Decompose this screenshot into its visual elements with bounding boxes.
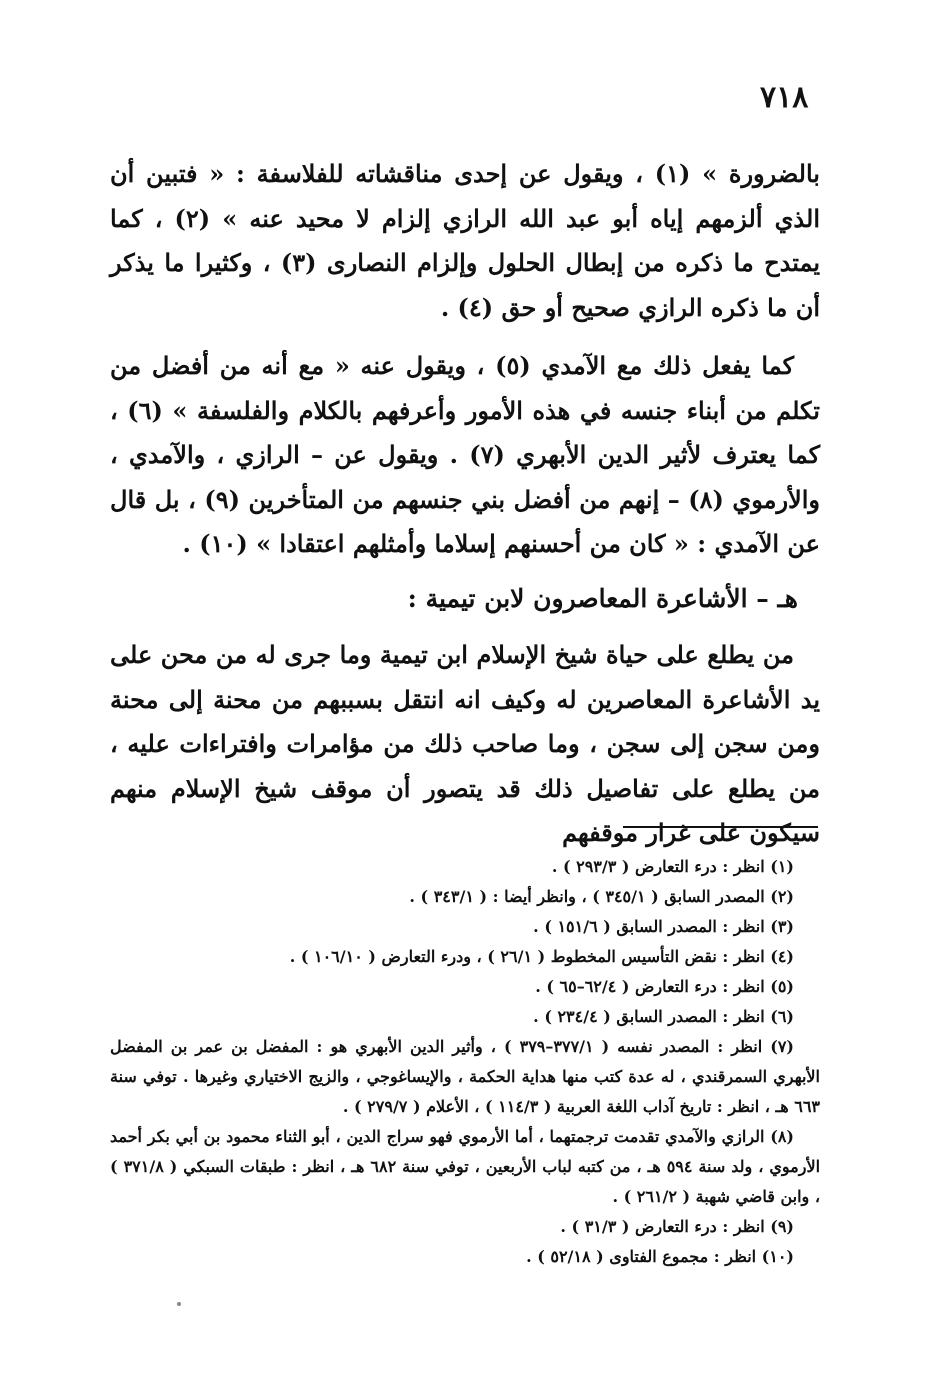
footnote-separator xyxy=(623,826,818,828)
paragraph: بالضرورة » (١) ، ويقول عن إحدى مناقشاته للفلاسفة : « فتبين أن الذي ألزمهم إياه أبو عبد الله الرازي إلزام لا محيد عنه » (٢) ، كما يمتدح ما ذكره من إبطال الحلول وإلزام النصارى (٣) ، وكثيرا ما يذكر أن ما ذكره الرازي صحيح أو حق (٤) . xyxy=(110,159,820,322)
footnote: (٧) انظر : المصدر نفسه ( ٣٧٧/١–٣٧٩ ) ، وأثير الدين الأبهري هو : المفضل بن عمر بن المفضل الأبهري السمرقندي ، له عدة كتب منها هداية الحكمة ، والإيساغوجي ، والزيج الاختياري وغيرها . توفي سنة ٦٦٣ هـ ، انظر : تاريخ آداب اللغة العربية ( ١١٤/٣ ) ، الأعلام ( ٢٧٩/٧ ) . xyxy=(110,1037,820,1116)
scan-speck xyxy=(177,1302,181,1306)
footnote: (٨) الرازي والآمدي تقدمت ترجمتهما ، أما الأرموي فهو سراج الدين ، أبو الثناء محمود بن أبي بكر أحمد الأرموي ، ولد سنة ٥٩٤ هـ ، من كتبه لباب الأربعين ، توفي سنة ٦٨٢ هـ ، انظر : طبقات السبكي ( ٣٧١/٨ ) ، وابن قاضي شهبة ( ٢٦١/٢ ) . xyxy=(110,1127,821,1206)
main-text xyxy=(110,152,820,856)
footnote: (١٠) انظر : مجموع الفتاوى ( ٥٢/١٨ ) . xyxy=(526,1247,794,1266)
footnote: (٩) انظر : درء التعارض ( ٣١/٣ ) . xyxy=(560,1217,794,1236)
footnote: (٤) انظر : نقض التأسيس المخطوط ( ٢٦/١ ) ، ودرء التعارض ( ١٠٦/١٠ ) . xyxy=(289,947,794,966)
paragraph: كما يفعل ذلك مع الآمدي (٥) ، ويقول عنه « مع أنه من أفضل من تكلم من أبناء جنسه في هذه الأمور وأعرفهم بالكلام والفلسفة » (٦) ، كما يعترف لأثير الدين الأبهري (٧) . ويقول عن – الرازي ، والآمدي ، والأرموي (٨) – إنهم من أفضل بني جنسهم من المتأخرين (٩) ، بل قال عن الآمدي : « كان من أحسنهم إسلاما وأمثلهم اعتقادا » (١٠) . xyxy=(110,351,820,558)
footnotes xyxy=(110,852,820,1272)
page-number: ٧١٨ xyxy=(760,80,809,115)
footnote: (٣) انظر : المصدر السابق ( ١٥١/٦ ) . xyxy=(533,917,794,936)
footnote: (٥) انظر : درء التعارض ( ٦٢/٤–٦٥ ) . xyxy=(535,977,794,996)
section-heading: هـ – الأشاعرة المعاصرون لابن تيمية : xyxy=(407,583,798,613)
footnote: (٦) انظر : المصدر السابق ( ٢٣٤/٤ ) . xyxy=(533,1007,794,1026)
paragraph: من يطلع على حياة شيخ الإسلام ابن تيمية وما جرى له من محن على يد الأشاعرة المعاصرين له وكيف انه انتقل بسببهم من محنة إلى محنة ومن سجن إلى سجن ، وما صاحب ذلك من مؤامرات وافتراءات عليه ، من يطلع على تفاصيل ذلك قد يتصور أن موقف شيخ الإسلام منهم سيكون على غرار موقفهم xyxy=(110,640,820,847)
footnote: (١) انظر : درء التعارض ( ٢٩٣/٣ ) . xyxy=(551,857,794,876)
footnote: (٢) المصدر السابق ( ٣٤٥/١ ) ، وانظر أيضا : ( ٣٤٣/١ ) . xyxy=(409,887,794,906)
